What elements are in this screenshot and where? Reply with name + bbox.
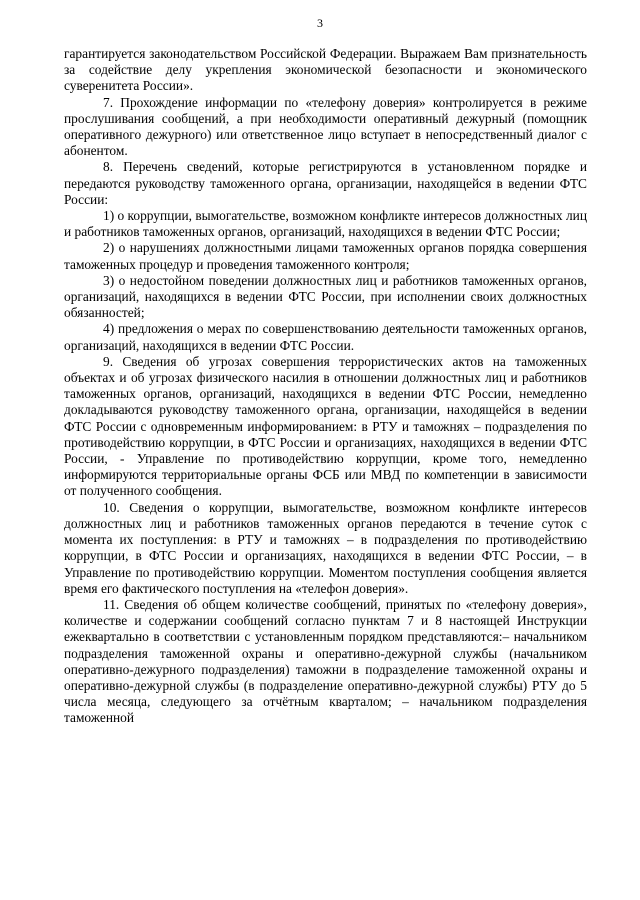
paragraph: 7. Прохождение информации по «телефону доверия» контролируется в режиме прослушивания сообщений, а при необходимости оперативный дежурный (помощник оперативного дежурного) или ответственное лицо вступает в непосредственный диалог с абонентом. [64, 94, 587, 159]
paragraph: 4) предложения о мерах по совершенствованию деятельности таможенных органов, организаций, находящихся в ведении ФТС России. [64, 321, 587, 353]
paragraph: 3) о недостойном поведении должностных лиц и работников таможенных органов, организаций, находящихся в ведении ФТС России, при исполнении своих должностных обязанностей; [64, 272, 587, 321]
paragraph: 9. Сведения об угрозах совершения террористических актов на таможенных объектах и об угрозах физического насилия в отношении должностных лиц и работников таможенных органов, организаций, находящихся в ведении ФТС России, немедленно докладываются руководству таможенного органа, организации, находящейся в ведении ФТС России с одновременным информированием: в РТУ и таможнях – подразделения по противодействию коррупции, в ФТС России и организациях, находящихся в ведении ФТС России, - Управление по противодействию коррупции, кроме того, немедленно информируются территориальные органы ФСБ или МВД по компетенции в зависимости от полученного сообщения. [64, 353, 587, 499]
document-body [64, 46, 587, 727]
paragraph: гарантируется законодательством Российской Федерации. Выражаем Вам признательность за содействие делу укрепления экономической безопасности и экономического суверенитета России». [64, 46, 587, 94]
paragraph: 8. Перечень сведений, которые регистрируются в установленном порядке и передаются руководству таможенного органа, организации, находящейся в ведении ФТС России: [64, 159, 587, 207]
paragraph: 1) о коррупции, вымогательстве, возможном конфликте интересов должностных лиц и работников таможенных органов, организаций, находящихся в ведении ФТС России; [64, 208, 587, 240]
paragraph: 10. Сведения о коррупции, вымогательстве, возможном конфликте интересов должностных лиц и работников таможенных органов передаются в течение суток с момента их поступления: в РТУ и таможнях – в подразделения по противодействию коррупции, в ФТС России и организациях, находящихся в ведении ФТС России, – в Управление по противодействию коррупции. Моментом поступления сообщения является время его фактического поступления на «телефон доверия». [64, 499, 587, 596]
paragraph: 2) о нарушениях должностными лицами таможенных органов порядка совершения таможенных процедур и проведения таможенного контроля; [64, 240, 587, 272]
page-number: 3 [317, 16, 323, 30]
paragraph: 11. Сведения об общем количестве сообщений, принятых по «телефону доверия», количестве и содержании сообщений согласно пунктам 7 и 8 настоящей Инструкции ежеквартально в соответствии с установленным порядком представляются:– начальником подразделения таможенной охраны и оперативно-дежурной службы (начальником оперативно-дежурного подразделения) таможни в подразделение таможенной охраны и оперативно-дежурной службы (в подразделение оперативно-дежурной службы) РТУ до 5 числа месяца, следующего за отчётным кварталом; – начальником подразделения таможенной [64, 596, 587, 726]
